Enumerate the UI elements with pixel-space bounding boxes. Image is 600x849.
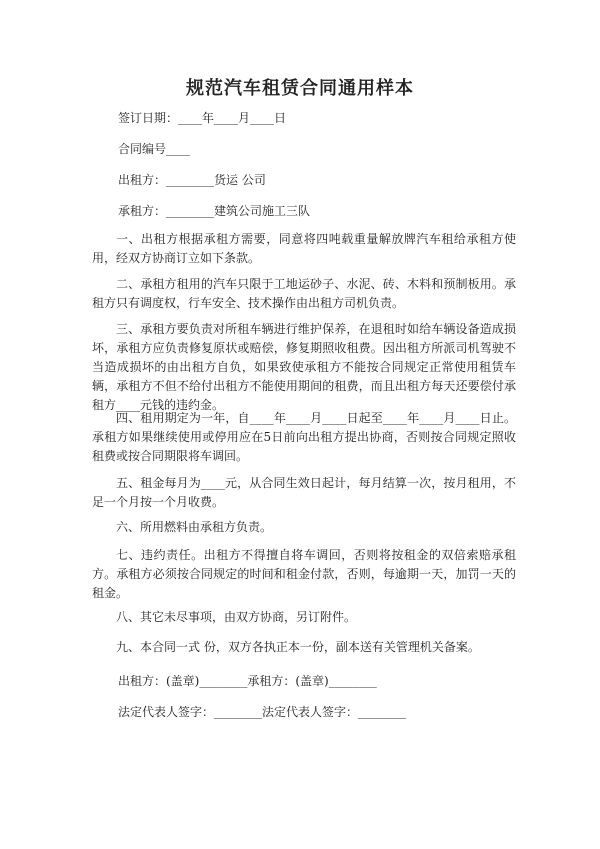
clause-3: 三、承租方要负责对所租车辆进行维护保养，在退租时如给车辆设备造成损坏，承租方应负责修复原状或赔偿，修复期照收租费。因出租方所派司机驾驶不当造成损坏的由出租方自负，如果致使承租方不能按合同规定正常使用租赁车辆，承租方不但不给付出租方不能使用期间的租费，而且出租方每天还要偿付承租方____元钱的违约金。 <box>92 322 516 412</box>
clause-2: 二、承租方租用的汽车只限于工地运砂子、水泥、砖、木料和预制板用。承租方只有调度权，行车安全、技术操作由出租方司机负责。 <box>92 277 516 310</box>
seal-signature-line: 出租方：(盖章)________承租方：(盖章)________ <box>118 674 377 688</box>
lessee-line: 承租方：________建筑公司施工三队 <box>118 204 311 218</box>
sign-date-line: 签订日期：____年____月____日 <box>118 111 287 125</box>
document-title: 规范汽车租赁合同通用样本 <box>186 78 414 99</box>
clause-1: 一、出租方根据承租方需要，同意将四吨载重量解放牌汽车租给承租方使用，经双方协商订立如下条款。 <box>92 232 516 265</box>
clause-4: 四、租用期定为一年，自____年____月____日起至____年____月____日止。承租方如果继续使用或停用应在5日前向出租方提出协商，否则按合同规定照收租费或按合同期限将车调回。 <box>92 411 516 463</box>
lessor-line: 出租方：________货运 公司 <box>118 173 266 187</box>
clause-9: 九、本合同一式 份，双方各执正本一份，副本送有关管理机关备案。 <box>116 640 480 654</box>
clause-8: 八、其它未尽事项，由双方协商，另订附件。 <box>116 610 357 624</box>
clause-6: 六、所用燃料由承租方负责。 <box>116 520 273 534</box>
contract-number-line: 合同编号____ <box>118 142 191 156</box>
clause-7: 七、违约责任。出租方不得擅自将车调回，否则将按租金的双倍索赔承租方。承租方必须按合同规定的时间和租金付款，否则，每逾期一天，加罚一天的租金。 <box>92 548 516 600</box>
representative-signature-line: 法定代表人签字：________法定代表人签字：________ <box>118 705 407 719</box>
clause-5: 五、租金每月为____元，从合同生效日起计，每月结算一次，按月租用，不足一个月按一个月收费。 <box>92 476 516 509</box>
